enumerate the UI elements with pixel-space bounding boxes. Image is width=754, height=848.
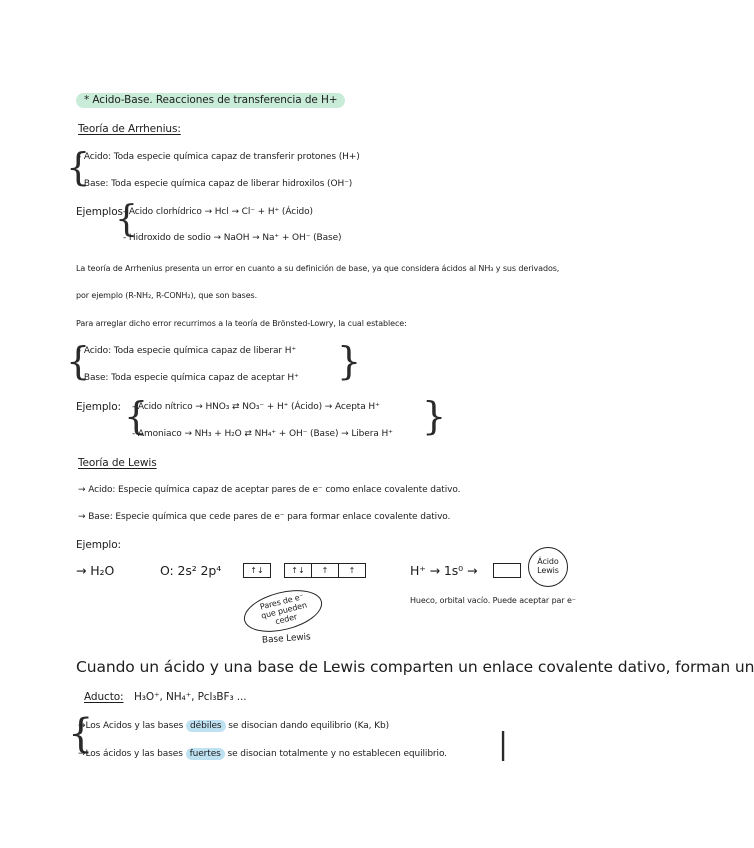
bronsted-example-label: Ejemplo: [76,401,121,413]
orbital-2p [285,563,366,578]
proton-configuration: H⁺ → 1s⁰ → [410,563,478,578]
examples-label: Ejemplos [76,206,123,218]
orbital-box: ↑ [338,563,366,578]
strong-suffix: se disocian totalmente y no establecen equilibrio. [227,749,447,759]
weak-highlight: débiles [186,720,226,732]
arrhenius-example-1: - Acido clorhídrico → Hcl → Cl⁻ + H⁺ (Ácido) [123,207,313,217]
bubble-note: Pares de e⁻ que pueden ceder [259,591,308,627]
strong-highlight: fuertes [186,748,225,760]
strong-prefix: →Los ácidos y las bases [78,749,183,759]
arrhenius-base: - Base: Toda especie química capaz de liberar hidroxilos (OH⁻) [78,179,353,189]
lewis-water: → H₂O [76,563,115,578]
orbital-box [493,563,521,578]
brace: { [66,339,91,383]
acid-lewis-label: Ácido Lewis [537,557,559,575]
oxygen-configuration: O: 2s² 2p⁴ [160,563,222,578]
strong-acids-line [78,750,447,759]
lewis-heading: Teoría de Lewis [78,457,157,469]
bronsted-base: - Base: Toda especie química capaz de aceptar H⁺ [78,373,299,383]
lewis-base: → Base: Especie química que cede pares de e⁻ para formar enlace covalente dativo. [78,512,451,522]
bronsted-example-2: - Amoniaco → NH₃ + H₂O ⇄ NH₄⁺ + OH⁻ (Base) → Libera H⁺ [132,429,393,439]
weak-acids-line [78,722,389,731]
arrhenius-error-line-2: por ejemplo (R-NH₂, R-CONH₂), que son bases. [76,291,258,300]
brace: { [115,199,138,240]
page-title: * Acido-Base. Reacciones de transferencia de H+ [76,93,345,108]
lewis-acid: → Acido: Especie química capaz de aceptar pares de e⁻ como enlace covalente dativo. [78,485,461,495]
lewis-example-label: Ejemplo: [76,539,121,551]
arrhenius-acid: - Acido: Toda especie química capaz de transferir protones (H+) [78,152,360,162]
adduct-sentence: Cuando un ácido y una base de Lewis comparten un enlace covalente dativo, forman un [76,658,754,676]
orbital-box: ↑↓ [243,563,271,578]
orbital-2s [244,563,271,578]
hueco-note: Hueco, orbital vacío. Puede aceptar par e⁻ [410,596,576,605]
brace: } [337,339,362,383]
brace: | [498,727,509,762]
orbital-box: ↑ [311,563,339,578]
brace: { [66,145,91,189]
orbital-box: ↑↓ [284,563,312,578]
weak-prefix: →Los Acidos y las bases [78,721,184,731]
base-lewis-label: Base Lewis [261,632,311,646]
arrhenius-heading: Teoría de Arrhenius: [78,123,181,135]
arrhenius-error-line-1: La teoría de Arrhenius presenta un error en cuanto a su definición de base, ya que considera ácidos al NH₃ y sus derivados, [76,264,560,273]
adduct-examples: H₃O⁺, NH₄⁺, Pcl₃BF₃ ... [134,691,247,703]
empty-orbital [494,563,521,578]
bronsted-acid: - Acido: Toda especie química capaz de liberar H⁺ [78,346,297,356]
weak-suffix: se disocian dando equilibrio (Ka, Kb) [228,721,389,731]
arrhenius-example-2: - Hidroxido de sodio → NaOH → Na⁺ + OH⁻ (Base) [123,233,342,243]
bronsted-intro: Para arreglar dicho error recurrimos a la teoría de Brönsted-Lowry, la cual establece: [76,319,407,328]
bronsted-example-1: - Acido nítrico → HNO₃ ⇄ NO₃⁻ + H⁺ (Ácido) → Acepta H⁺ [132,402,380,412]
brace: { [124,394,149,438]
brace: } [422,394,447,438]
brace: { [68,711,94,757]
adduct-label: Aducto: [84,691,124,703]
